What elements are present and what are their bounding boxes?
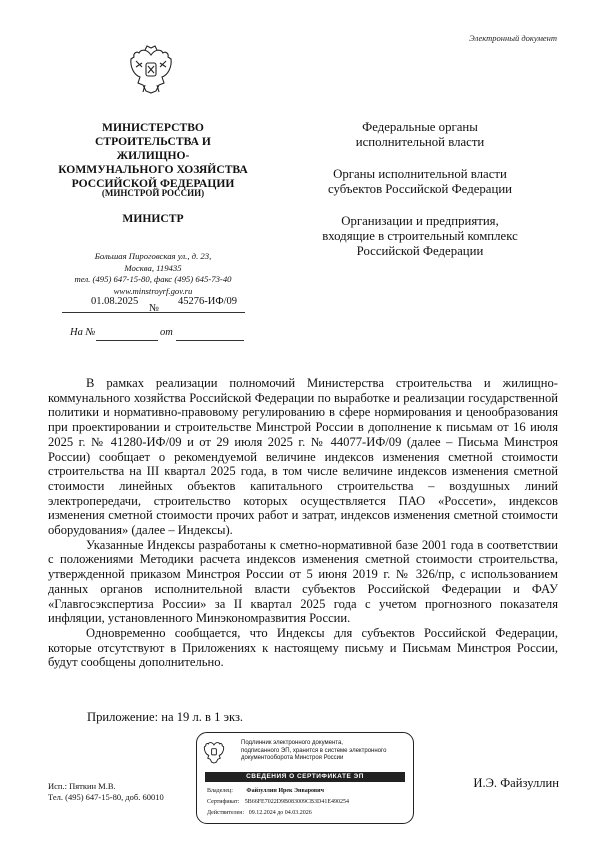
- ministry-address: [58, 251, 248, 297]
- stamp-note-line: подписанного ЭП, хранится в системе электронного: [241, 747, 387, 754]
- registration-date: 01.08.2025: [91, 296, 139, 307]
- ministry-line: РОССИЙСКОЙ ФЕДЕРАЦИИ: [71, 177, 235, 190]
- stamp-note: [241, 740, 411, 763]
- stamp-note-line: Подлинник электронного документа,: [241, 740, 343, 746]
- ministry-line: СТРОИТЕЛЬСТВА И ЖИЛИЩНО-: [95, 135, 211, 162]
- coat-of-arms-icon: [203, 739, 225, 766]
- reference-number-blank: [96, 340, 158, 341]
- body-paragraph: Одновременно сообщается, что Индексы для субъектов Российской Федерации, которые отсутствуют в Приложениях к настоящему письму и Письмам Минстроя России, будут сообщены дополнительно.: [48, 625, 558, 670]
- addressee-organizations: [300, 214, 540, 258]
- body-paragraph: В рамках реализации полномочий Министерства строительства и жилищно-коммунального хозяйства Российской Федерации по выработке и реализации государственной политики и нормативно-правовому регулированию в сфере нормирования и ценообразования при проектировании и строительстве Минстрой России в дополнение к письмам от 16 июля 2025 г. № 41280-ИФ/09 и от 29 июля 2025 г. № 44077-ИФ/09 (далее – Письма Минстроя России) сообщает о рекомендуемой величине индексов изменения сметной стоимости строительства на III квартал 2025 года, в том числе величине индексов изменения сметной стоимости линейных объектов капитального строительства – воздушных линий электропередачи, строительство которых осуществляется ПАО «Россети», индексов изменения сметной стоимости прочих работ и затрат, индексов изменения сметной стоимости оборудования» (далее – Индексы).: [48, 376, 558, 538]
- signer-name: И.Э. Файзуллин: [473, 776, 559, 790]
- owner-label: Владелец:: [207, 788, 233, 794]
- valid-label: Действителен:: [207, 810, 245, 816]
- website-link: www.minstroyrf.gov.ru: [113, 285, 193, 296]
- coat-of-arms-icon: [128, 45, 174, 97]
- ministry-line: КОММУНАЛЬНОГО ХОЗЯЙСТВА: [58, 163, 248, 176]
- addressee-line: Федеральные органы: [362, 120, 478, 134]
- e-signature-stamp: [196, 732, 414, 824]
- address-line: Большая Пироговская ул., д. 23,: [94, 251, 212, 261]
- addressee-federal: [300, 120, 540, 150]
- addressee-line: субъектов Российской Федерации: [327, 181, 513, 196]
- reference-date-blank: [176, 340, 244, 341]
- owner-value: Файзуллин Ирек Энварович: [246, 788, 324, 794]
- electronic-document-mark: Электронный документ: [469, 33, 557, 43]
- stamp-owner-row: [207, 788, 324, 794]
- addressee-regional: [300, 167, 540, 197]
- executor-phone: Тел. (495) 647-15-80, доб. 60010: [48, 792, 164, 802]
- ministry-short-name: (МИНСТРОЙ РОССИИ): [101, 188, 205, 198]
- addressee-line: исполнительной власти: [355, 134, 485, 149]
- stamp-cert-row: [207, 799, 349, 805]
- cert-label: Сертификат:: [207, 799, 240, 805]
- executor-info: [48, 781, 164, 803]
- ministry-line: МИНИСТЕРСТВО: [102, 121, 204, 134]
- registration-underline: [62, 312, 245, 313]
- body-paragraph: Указанные Индексы разработаны к сметно-нормативной базе 2001 года в соответствии с положениями Методики расчета индексов изменения сметной стоимости строительства, утвержденной приказом Минстроя России от 5 июня 2019 г. № 326/пр, с использованием данных органов исполнительной власти субъектов Российской Федерации и ФАУ «Главгосэкспертиза России» за II квартал 2025 года с учетом прогнозного показателя инфляции, установленного Минэкономразвития России.: [48, 537, 558, 626]
- registration-number: 45276-ИФ/09: [178, 296, 238, 307]
- stamp-valid-row: [207, 810, 312, 816]
- addressee-line: входящие в строительный комплекс: [322, 228, 518, 243]
- cert-value: 5B66FE7022D9B083009CB3D41E490254: [244, 799, 350, 805]
- addressee-line: Органы исполнительной власти: [333, 167, 507, 181]
- reference-number-label: На №: [70, 327, 96, 338]
- post-title: МИНИСТР: [122, 212, 184, 225]
- reference-date-label: от: [160, 327, 173, 338]
- stamp-title: СВЕДЕНИЯ О СЕРТИФИКАТЕ ЭП: [205, 772, 405, 782]
- addressee-line: Организации и предприятия,: [341, 214, 499, 228]
- addressee-line: Российской Федерации: [356, 243, 484, 258]
- stamp-note-line: документооборота Минстроя России: [241, 755, 344, 761]
- address-line: тел. (495) 647-15-80, факс (495) 645-73-40: [74, 274, 232, 284]
- valid-value: 09.12.2024 до 04.03.2026: [248, 810, 312, 816]
- ministry-name: [58, 121, 248, 191]
- letter-body: [48, 376, 558, 670]
- executor-name: Исп.: Пяткин М.В.: [48, 781, 116, 791]
- address-line: Москва, 119435: [124, 262, 182, 273]
- appendix-note: Приложение: на 19 л. в 1 экз.: [87, 710, 244, 724]
- number-sign: №: [149, 303, 160, 314]
